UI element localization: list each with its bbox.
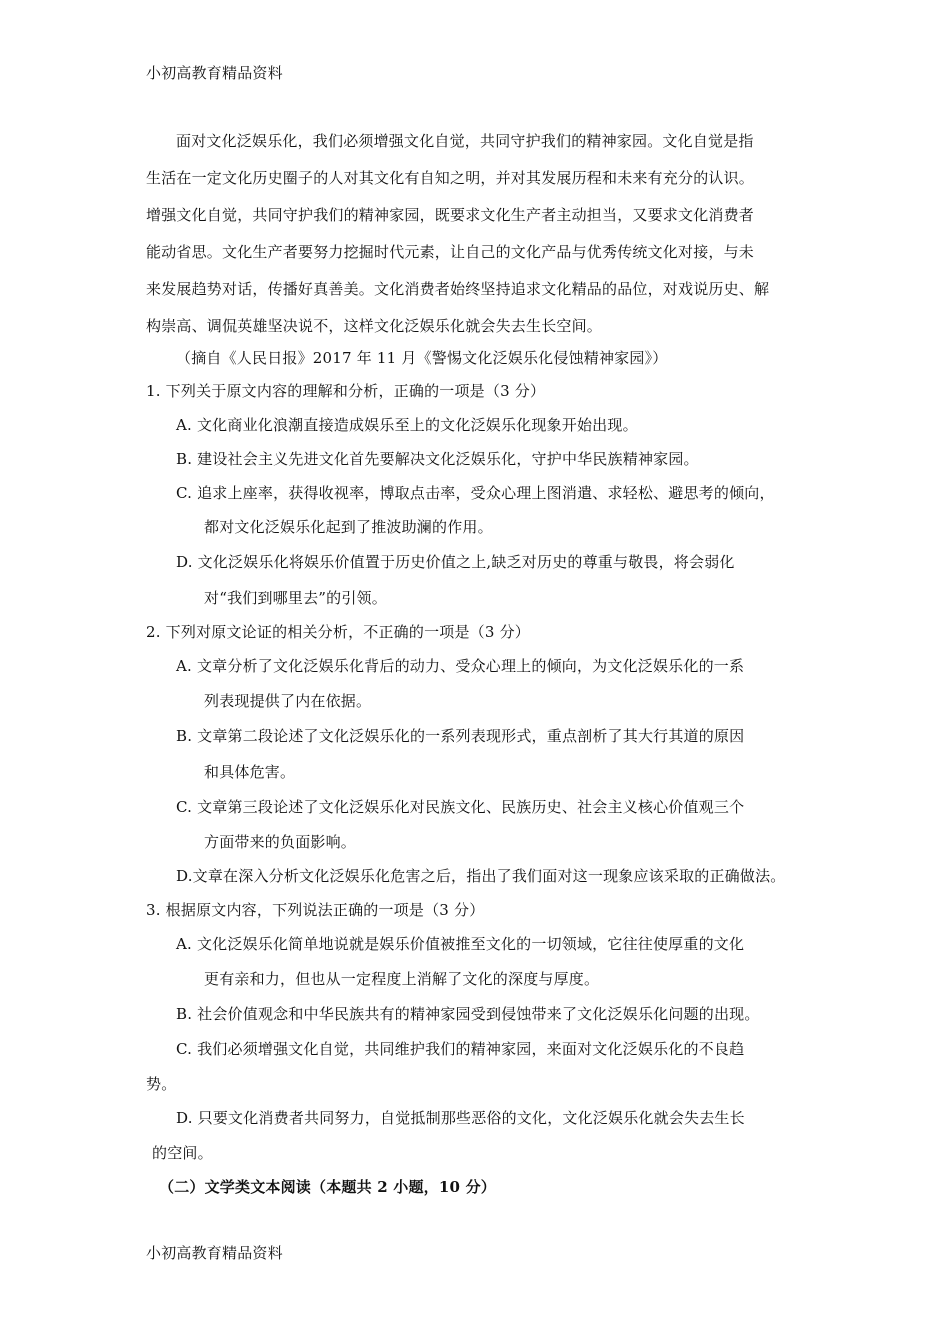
option-b: B. 文章第二段论述了文化泛娱乐化的一系列表现形式，重点剖析了其大行其道的原因	[176, 727, 745, 745]
section-heading: （二）文学类文本阅读（本题共 2 小题，10 分）	[159, 1178, 496, 1196]
option-a-continued: 列表现提供了内在依据。	[204, 692, 372, 710]
option-a-continued: 更有亲和力，但也从一定程度上消解了文化的深度与厚度。	[204, 970, 600, 988]
option-c: C. 追求上座率，获得收视率，博取点击率，受众心理上图消遣、求轻松、避思考的倾向，	[176, 484, 775, 502]
option-b: B. 社会价值观念和中华民族共有的精神家园受到侵蚀带来了文化泛娱乐化问题的出现。	[176, 1005, 760, 1023]
question-stem: 1. 下列关于原文内容的理解和分析，正确的一项是（3 分）	[146, 382, 546, 400]
option-d-continued: 对“我们到哪里去”的引领。	[204, 589, 387, 607]
passage-line: 增强文化自觉，共同守护我们的精神家园，既要求文化生产者主动担当，又要求文化消费者	[146, 206, 755, 224]
option-d: D. 只要文化消费者共同努力，自觉抵制那些恶俗的文化，文化泛娱乐化就会失去生长	[176, 1109, 745, 1127]
page-footer: 小初高教育精品资料	[146, 1244, 283, 1262]
option-c: C. 我们必须增强文化自觉，共同维护我们的精神家园，来面对文化泛娱乐化的不良趋	[176, 1040, 745, 1058]
question-stem: 2. 下列对原文论证的相关分析，不正确的一项是（3 分）	[146, 623, 530, 641]
passage-line: 能动省思。文化生产者要努力挖掘时代元素，让自己的文化产品与优秀传统文化对接，与未	[146, 243, 755, 261]
option-a: A. 文章分析了文化泛娱乐化背后的动力、受众心理上的倾向，为文化泛娱乐化的一系	[176, 657, 745, 675]
option-d: D.文章在深入分析文化泛娱乐化危害之后，指出了我们面对这一现象应该采取的正确做法。	[176, 867, 786, 885]
option-b: B. 建设社会主义先进文化首先要解决文化泛娱乐化，守护中华民族精神家园。	[176, 450, 699, 468]
option-c-continued: 都对文化泛娱乐化起到了推波助澜的作用。	[204, 518, 493, 536]
passage-line: 生活在一定文化历史圈子的人对其文化有自知之明，并对其发展历程和未来有充分的认识。	[146, 169, 755, 187]
option-c: C. 文章第三段论述了文化泛娱乐化对民族文化、民族历史、社会主义核心价值观三个	[176, 798, 745, 816]
passage-line: 构崇高、调侃英雄坚决说不，这样文化泛娱乐化就会失去生长空间。	[146, 317, 603, 335]
option-d: D. 文化泛娱乐化将娱乐价值置于历史价值之上,缺乏对历史的尊重与敬畏，将会弱化	[176, 553, 735, 571]
page-header: 小初高教育精品资料	[146, 64, 283, 82]
passage-line: 来发展趋势对话，传播好真善美。文化消费者始终坚持追求文化精品的品位，对戏说历史、解	[146, 280, 770, 298]
option-b-continued: 和具体危害。	[204, 763, 296, 781]
option-c-continued: 势。	[146, 1075, 177, 1093]
passage-line: 面对文化泛娱乐化，我们必须增强文化自觉，共同守护我们的精神家园。文化自觉是指	[176, 132, 754, 150]
option-c-continued: 方面带来的负面影响。	[204, 833, 357, 851]
passage-source: （摘自《人民日报》2017 年 11 月《警惕文化泛娱乐化侵蚀精神家园》）	[176, 349, 668, 367]
option-a: A. 文化泛娱乐化简单地说就是娱乐价值被推至文化的一切领域，它往往使厚重的文化	[176, 935, 745, 953]
question-stem: 3. 根据原文内容，下列说法正确的一项是（3 分）	[146, 901, 485, 919]
option-d-continued: 的空间。	[152, 1144, 213, 1162]
option-a: A. 文化商业化浪潮直接造成娱乐至上的文化泛娱乐化现象开始出现。	[176, 416, 638, 434]
